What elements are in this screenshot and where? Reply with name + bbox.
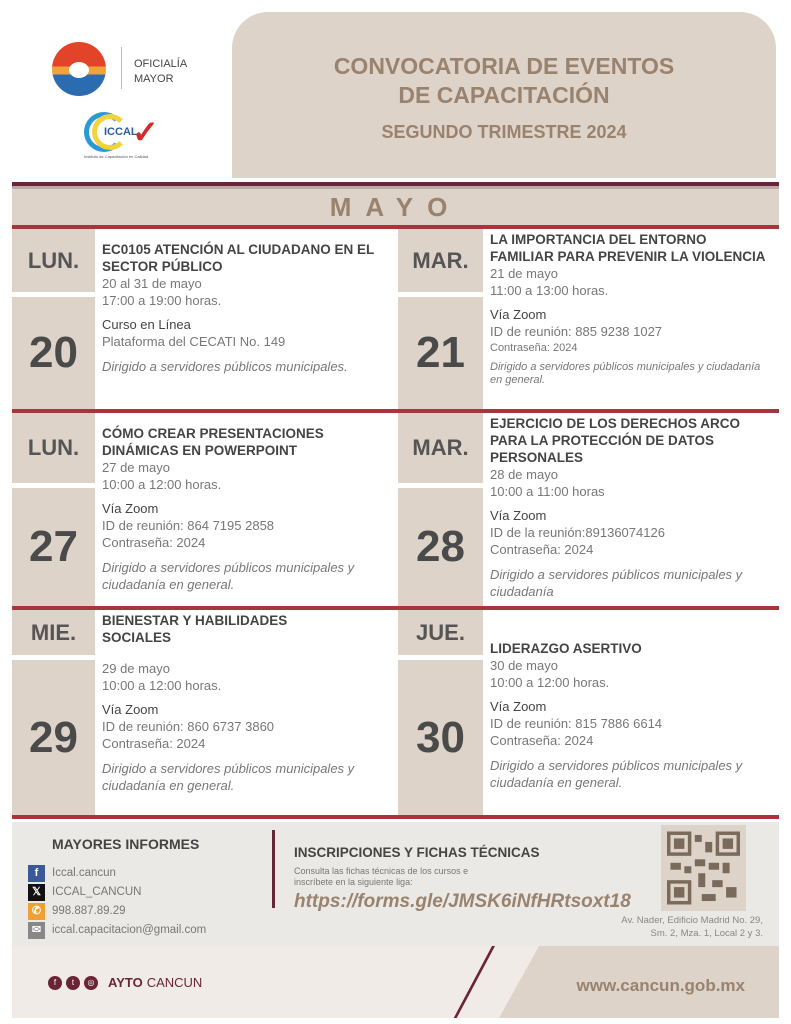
event-title: EJERCICIO DE LOS DERECHOS ARCO PARA LA PROTECCIÓN DE DATOS PERSONALES	[490, 416, 741, 465]
event-meeting-id: ID de la reunión:89136074126	[490, 525, 665, 540]
footer-divider	[272, 830, 275, 908]
event-password: Contraseña: 2024	[102, 535, 206, 550]
ayto-bold: AYTO	[108, 975, 143, 990]
event-mode: Vía Zoom	[490, 699, 547, 714]
day-name: JUE.	[398, 610, 483, 655]
contact-list	[28, 864, 206, 940]
event-date: 21 de mayo	[490, 266, 558, 281]
org-line2: MAYOR	[134, 73, 174, 85]
month-title: MAYO	[12, 189, 779, 225]
row-divider	[12, 815, 779, 819]
event-mode: Vía Zoom	[102, 501, 159, 516]
email-icon: ✉	[28, 922, 45, 939]
event-date: 30 de mayo	[490, 658, 558, 673]
title-line1: CONVOCATORIA DE EVENTOS	[333, 53, 675, 79]
event-card	[483, 229, 779, 409]
day-number: 27	[12, 488, 95, 606]
iccal-logo-text: ICCAL	[104, 126, 138, 138]
event-card	[95, 229, 398, 409]
event-meeting-id: ID de reunión: 860 6737 3860	[102, 719, 275, 734]
x-handle[interactable]: ICCAL_CANCUN	[52, 886, 142, 898]
event-mode: Vía Zoom	[490, 508, 547, 523]
header-panel	[232, 12, 776, 178]
cancun-logo	[52, 42, 106, 96]
facebook-icon[interactable]: f	[48, 976, 62, 990]
event-row	[12, 413, 779, 606]
event-password: Contraseña: 2024	[490, 542, 594, 557]
instagram-icon[interactable]: ◎	[84, 976, 98, 990]
event-audience: Dirigido a servidores públicos municipales y ciudadanía en general.	[490, 758, 743, 790]
day-number: 20	[12, 297, 95, 409]
event-title: CÓMO CREAR PRESENTACIONES DINÁMICAS EN POWERPOINT	[102, 426, 324, 458]
event-audience: Dirigido a servidores públicos municipales y ciudadanía en general.	[102, 560, 355, 592]
event-meeting-id: ID de reunión: 885 9238 1027	[490, 324, 663, 339]
x-icon: 𝕏	[28, 884, 45, 901]
event-mode: Vía Zoom	[490, 307, 547, 322]
info-title: MAYORES INFORMES	[52, 836, 200, 852]
qr-code[interactable]	[661, 825, 746, 911]
day-name: MIE.	[12, 610, 95, 655]
registration-text: Consulta las fichas técnicas de los cursos e inscríbete en la siguiente liga:	[294, 866, 469, 887]
event-card	[483, 413, 779, 606]
iccal-subtitle: Instituto de Capacitación en Calidad	[84, 154, 149, 159]
event-row	[12, 610, 779, 815]
ayto-social	[48, 975, 202, 990]
phone-number[interactable]: 998.887.89.29	[52, 905, 126, 917]
twitter-icon[interactable]: t	[66, 976, 80, 990]
event-detail: Plataforma del CECATI No. 149	[102, 334, 286, 349]
event-mode: Vía Zoom	[102, 702, 159, 717]
subtitle: SEGUNDO TRIMESTRE 2024	[381, 122, 627, 142]
facebook-handle[interactable]: Iccal.cancun	[52, 867, 116, 879]
registration-link[interactable]: https://forms.gle/JMSK6iNfHRtsoxt18	[294, 891, 631, 912]
event-audience: Dirigido a servidores públicos municipales y ciudadanía en general.	[490, 361, 761, 386]
event-password: Contraseña: 2024	[490, 733, 594, 748]
day-number: 30	[398, 660, 483, 815]
registration-title: INSCRIPCIONES Y FICHAS TÉCNICAS	[294, 845, 540, 860]
org-line1: OFICIALÍA	[134, 58, 188, 70]
event-date: 27 de mayo	[102, 460, 170, 475]
event-time: 10:00 a 11:00 horas	[490, 484, 605, 499]
event-title: LA IMPORTANCIA DEL ENTORNO FAMILIAR PARA PREVENIR LA VIOLENCIA	[490, 232, 766, 264]
ayto-rest: CANCUN	[146, 975, 203, 990]
email-address[interactable]: iccal.capacitacion@gmail.com	[52, 924, 207, 936]
event-audience: Dirigido a servidores públicos municipales.	[102, 359, 348, 374]
oficialia-mayor-label	[134, 57, 187, 87]
phone-icon: ✆	[28, 903, 45, 920]
website-link[interactable]: www.cancun.gob.mx	[576, 976, 745, 995]
event-card	[483, 610, 779, 815]
event-title: BIENESTAR Y HABILIDADES SOCIALES	[102, 613, 288, 645]
day-name: LUN.	[12, 229, 95, 292]
address-line2: Sm. 2, Mza. 1, Local 2 y 3.	[650, 928, 763, 939]
event-date: 28 de mayo	[490, 467, 558, 482]
day-name: MAR.	[398, 413, 483, 483]
day-number: 21	[398, 297, 483, 409]
event-row	[12, 229, 779, 409]
day-name: MAR.	[398, 229, 483, 292]
event-meeting-id: ID de reunión: 864 7195 2858	[102, 518, 275, 533]
event-time: 10:00 a 12:00 horas.	[102, 477, 222, 492]
address-line1: Av. Nader, Edificio Madrid No. 29,	[621, 915, 763, 926]
event-date: 20 al 31 de mayo	[102, 276, 202, 291]
day-number: 28	[398, 488, 483, 606]
event-password: Contraseña: 2024	[490, 342, 578, 354]
event-date: 29 de mayo	[102, 661, 170, 676]
event-title: EC0105 ATENCIÓN AL CIUDADANO EN EL SECTOR PÚBLICO	[102, 242, 375, 274]
event-audience: Dirigido a servidores públicos municipales y ciudadanía en general.	[102, 761, 355, 793]
day-name: LUN.	[12, 413, 95, 483]
address	[621, 914, 763, 940]
event-time: 10:00 a 12:00 horas.	[490, 675, 610, 690]
title-line2: DE CAPACITACIÓN	[398, 82, 610, 108]
event-card	[95, 610, 398, 815]
event-title: LIDERAZGO ASERTIVO	[490, 641, 642, 656]
event-audience: Dirigido a servidores públicos municipales y ciudadanía	[490, 567, 743, 599]
event-time: 17:00 a 19:00 horas.	[102, 293, 222, 308]
divider	[121, 47, 122, 89]
event-meeting-id: ID de reunión: 815 7886 6614	[490, 716, 663, 731]
facebook-icon: f	[28, 865, 45, 882]
event-password: Contraseña: 2024	[102, 736, 206, 751]
event-time: 10:00 a 12:00 horas.	[102, 678, 222, 693]
event-time: 11:00 a 13:00 horas.	[490, 283, 609, 298]
event-card	[95, 413, 398, 606]
day-number: 29	[12, 660, 95, 815]
event-mode: Curso en Línea	[102, 317, 191, 332]
iccal-logo: ICCAL ✓ Instituto de Capacitación en Calidad	[84, 114, 159, 159]
